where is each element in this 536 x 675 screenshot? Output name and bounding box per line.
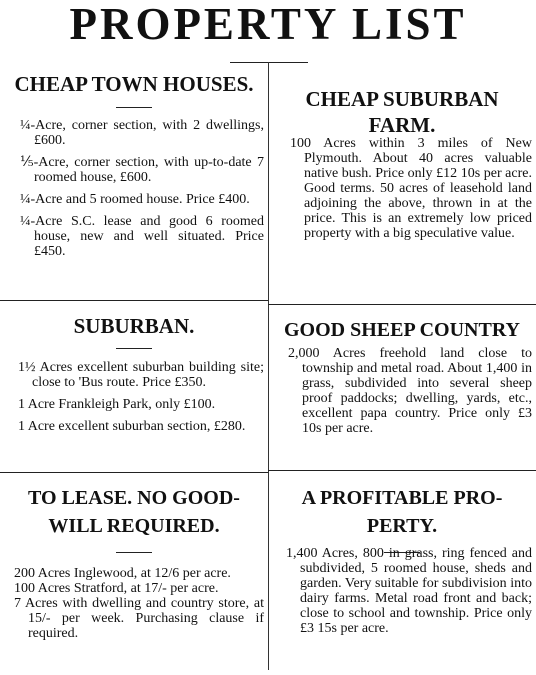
section-divider <box>0 300 268 301</box>
list-item: ¼-Acre S.C. lease and good 6 roomed house, new and well situated. Price £450. <box>20 214 264 259</box>
heading-line: FARM. <box>368 113 436 137</box>
list-item: 1,400 Acres, 800 in grass, ring fenced and subdivided, 5 roomed house, sheds and garden. Very suitable for subdivision into dairy farms. Metal road front and back; close to school and township. Price only £3 15s per acre. <box>286 546 532 636</box>
section-divider <box>268 470 536 471</box>
list-item: ¼-Acre and 5 roomed house. Price £400. <box>20 192 250 207</box>
good-sheep-country-heading: GOOD SHEEP COUNTRY <box>284 319 520 341</box>
title-rule <box>230 62 308 63</box>
list-item: 2,000 Acres freehold land close to township and metal road. About 1,400 in grass, subdivided into several sheep proof paddocks; dwelling, yards, etc., excellent papa country. Price only £3 10s per acre. <box>288 346 532 436</box>
suburban-list <box>18 360 264 434</box>
list-item: ⅕-Acre, corner section, with up-to-date 7 roomed house, £600. <box>20 155 264 185</box>
sheep-body <box>288 346 532 436</box>
list-item: 7 Acres with dwelling and country store, at 15/- per week. Purchasing clause if required. <box>14 596 264 641</box>
list-item: 1 Acre excellent suburban section, £280. <box>18 419 246 434</box>
section-divider <box>268 304 536 305</box>
profitable-property-heading <box>268 484 536 540</box>
cheap-town-list <box>20 118 264 259</box>
list-item: ¼-Acre, corner section, with 2 dwellings, £600. <box>20 118 264 148</box>
section-rule <box>116 107 152 108</box>
section-divider <box>0 472 268 473</box>
profitable-body <box>286 546 532 636</box>
section-rule <box>116 552 152 553</box>
list-item: 100 Acres within 3 miles of New Plymouth. About 40 acres valuable native bush. Price only £12 10s per acre. Good terms. 50 acres of leasehold land adjoining the above, thrown in at the price. This is an extremely low priced property with a big speculative value. <box>290 136 532 241</box>
list-item: 200 Acres Inglewood, at 12/6 per acre. <box>14 566 231 581</box>
suburban-farm-heading <box>268 86 536 138</box>
suburban-heading: SUBURBAN. <box>73 314 195 338</box>
to-lease-heading <box>0 484 268 540</box>
heading-line: WILL REQUIRED. <box>48 515 220 537</box>
to-lease-list <box>14 566 264 641</box>
section-rule <box>116 348 152 349</box>
column-divider <box>268 62 269 670</box>
heading-line: CHEAP SUBURBAN <box>305 87 499 111</box>
cheap-town-houses-heading: CHEAP TOWN HOUSES. <box>14 72 254 96</box>
heading-line: PERTY. <box>366 515 438 537</box>
list-item: 1½ Acres excellent suburban building site; close to 'Bus route. Price £350. <box>18 360 264 390</box>
list-item: 1 Acre Frankleigh Park, only £100. <box>18 397 216 412</box>
suburban-farm-body <box>290 136 532 241</box>
page-title: PROPERTY LIST <box>69 0 467 49</box>
list-item: 100 Acres Stratford, at 17/- per acre. <box>14 581 219 596</box>
heading-line: TO LEASE. NO GOOD- <box>28 487 240 509</box>
heading-line: A PROFITABLE PRO- <box>301 487 503 509</box>
